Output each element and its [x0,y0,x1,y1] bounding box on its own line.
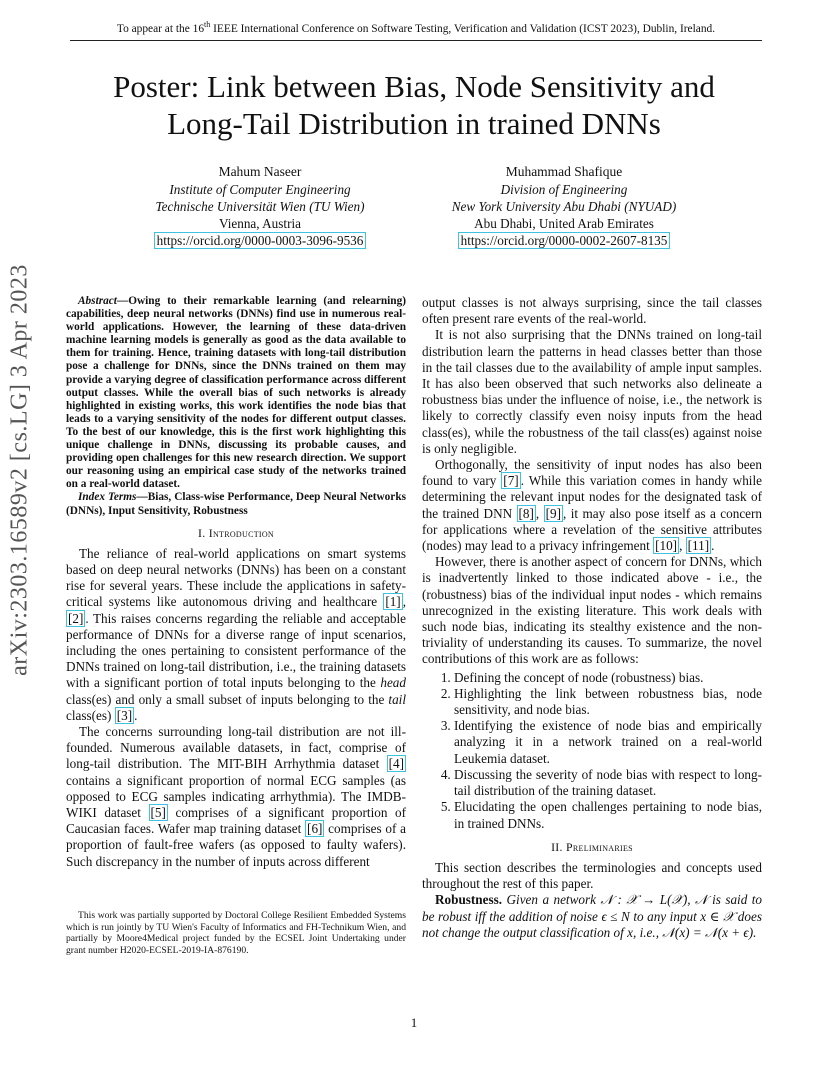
index-terms [66,491,406,517]
title-line-1: Poster: Link between Bias, Node Sensitivity and [113,69,715,104]
citation-link[interactable]: [10] [655,538,678,554]
right-column [422,295,762,941]
list-item: 2. Highlighting the link between robustness bias, node sensitivity, and node bias. [454,686,762,718]
paragraph-node-bias: However, there is another aspect of concern for DNNs, which is inadvertently linked to those indicated above - i.e., the (robustness) bias of the individual input nodes - which remains unrecognized in the existing literature. This work deals with such node bias, indicating its stealthy existence and the non-triviality of understanding its causes. To summarize, the novel contributions of this work are as follows: [422,554,762,667]
index-terms-label: Index Terms [78,491,137,504]
list-item: 1. Defining the concept of node (robustness) bias. [454,670,762,686]
citation-link[interactable]: [2] [68,610,84,626]
citation-link[interactable]: [5] [150,805,166,821]
citation-link[interactable]: [3] [116,707,133,723]
author-location: Abu Dhabi, United Arab Emirates [474,216,654,231]
robustness-definition: Robustness. Given a network 𝒩 : 𝒳 → L(𝒳), 𝒩 is said to be robust iff the addition of noise ϵ ≤ N to any input x ∈ 𝒳 does not change the output classification of x, i.e., 𝒩(x) = 𝒩(x + ϵ). [422,892,763,940]
index-terms-text: —Bias, Class-wise Performance, Deep Neural Networks (DNNs), Input Sensitivity, Robustness [66,491,406,517]
abstract-text: —Owing to their remarkable learning (and relearning) capabilities, deep neural networks (DNNs) find use in numerous real-world applications. However, the learning of these data-driven machine learning models is generally as good as the data available to them for training. Hence, training datasets with long-tail distribution pose a challenge for DNNs, since the DNNs trained on them may provide a varying degree of classification performance across different output classes. While the overall bias of such networks is already highlighted in existing works, this work identifies the node bias that leads to a varying sensitivity of the nodes for different output classes. To the best of our knowledge, this is the first work highlighting this unique challenge in DNNs, discussing its probable causes, and providing open challenges for this new research direction. We support our reasoning using an empirical case study of the networks trained on a real-world dataset. [66,295,406,491]
arxiv-stamp: arXiv:2303.16589v2 [cs.LG] 3 Apr 2023 [6,264,33,676]
arxiv-stamp-column [0,0,40,1072]
header-text: To appear at the 16 [116,22,205,35]
header-superscript: th [204,20,211,29]
author-affiliation: Division of Engineering [500,182,628,197]
author-block-2 [414,163,714,249]
orcid-link[interactable]: https://orcid.org/0000-0002-2607-8135 [458,232,671,249]
conference-header [70,20,762,41]
author-institution: Technische Universität Wien (TU Wien) [155,199,365,214]
author-block-1 [110,163,410,249]
header-text-rest: IEEE International Conference on Software Testing, Verification and Validation (ICST 2023), Dublin, Ireland. [210,22,716,35]
definition-label: Robustness. [435,892,503,908]
intro-paragraph-1: The reliance of real-world applications on smart systems based on deep neural networks (DNNs) has been on a constant rise for several years. These include the applications in safety-critical systems like autonomous driving and healthcare [1] , [2] . This raises concerns regarding the reliable and acceptable performance of DNNs for a diverse range of input scenarios, including the ones pertaining to consistent performance of the DNNs trained on long-tail distribution, i.e., the training datasets with a significant portion of total inputs belonging to the head class(es) and only a small subset of inputs belonging to the tail class(es) [3] . [66,545,406,723]
paper-title [60,68,768,142]
citation-link[interactable]: [1] [385,594,401,610]
citation-link[interactable]: [9] [545,505,562,521]
title-line-2: Long-Tail Distribution in trained DNNs [167,106,661,141]
citation-link[interactable]: [6] [307,821,323,837]
intro-paragraph-2: The concerns surrounding long-tail distribution are not ill-founded. Numerous available datasets, in fact, comprise of long-tail distribution. The MIT-BIH Arrhythmia dataset [4] contains a significant proportion of normal ECG samples (as opposed to ECG samples indicating arrhythmia). The IMDB-WIKI dataset [5] comprises of a significant proportion of Caucasian faces. Wafer map training dataset [6] comprises of a proportion of fault-free wafers (as opposed to faulty wafers). Such discrepancy in the number of inputs across different [66,724,406,869]
author-name: Muhammad Shafique [505,164,623,179]
preliminaries-paragraph: This section describes the terminologies and concepts used throughout the rest of this paper. [422,859,762,892]
list-item: 5. Elucidating the open challenges pertaining to node bias, in trained DNNs. [454,799,762,831]
abstract-label: Abstract [78,295,117,307]
section-heading-preliminaries: II. Preliminaries [551,839,633,854]
author-name: Mahum Naseer [218,164,302,179]
citation-link[interactable]: [7] [503,473,519,489]
contributions-list [422,670,762,832]
section-heading-introduction: I. Introduction [197,525,275,540]
left-column [66,295,406,870]
author-institution: New York University Abu Dhabi (NYUAD) [451,199,677,214]
citation-link[interactable]: [4] [388,756,404,772]
abstract [66,295,406,491]
list-item: 4. Discussing the severity of node bias with respect to long-tail distribution of the training dataset. [454,767,762,799]
author-affiliation: Institute of Computer Engineering [169,182,351,197]
paragraph-robustness-bias: It is not also surprising that the DNNs trained on long-tail distribution learn the patterns in head classes better than those in the tail classes due to the availability of ample input samples. It has also been observed that such networks also delineate a robustness bias under the influence of noise, i.e., the network is likely to correctly classify even noisy inputs from the head class(es), while the robustness of the tail class(es) against noise is only negligible. [422,327,762,456]
paragraph-node-sensitivity: Orthogonally, the sensitivity of input nodes has also been found to vary [7] . While this variation comes in handy while determining the relevant input nodes for the designated task of the trained DNN [8] , [9] , it may also pose itself as a concern for applications where a revelation of the sensitive attributes (nodes) may lead to a privacy infringement [10] , [11] . [422,457,763,554]
orcid-link[interactable]: https://orcid.org/0000-0003-3096-9536 [154,232,367,249]
list-item: 3. Identifying the existence of node bias and empirically analyzing it in a network trained on a real-world Leukemia dataset. [454,718,762,767]
citation-link[interactable]: [8] [518,505,534,521]
page-number: 1 [410,1015,418,1030]
author-location: Vienna, Austria [219,216,301,231]
funding-footnote: This work was partially supported by Doctoral College Resilient Embedded Systems which is run jointly by TU Wien's Faculty of Informatics and FH-Technikum Wien, and partially by Moore4Medical project funded by the ECSEL Joint Undertaking under grant number H2020-ECSEL-2019-IA-876190. [66,910,406,957]
continued-paragraph: output classes is not always surprising, since the tail classes often present rare events of the real-world. [422,295,762,327]
citation-link[interactable]: [11] [687,538,710,554]
